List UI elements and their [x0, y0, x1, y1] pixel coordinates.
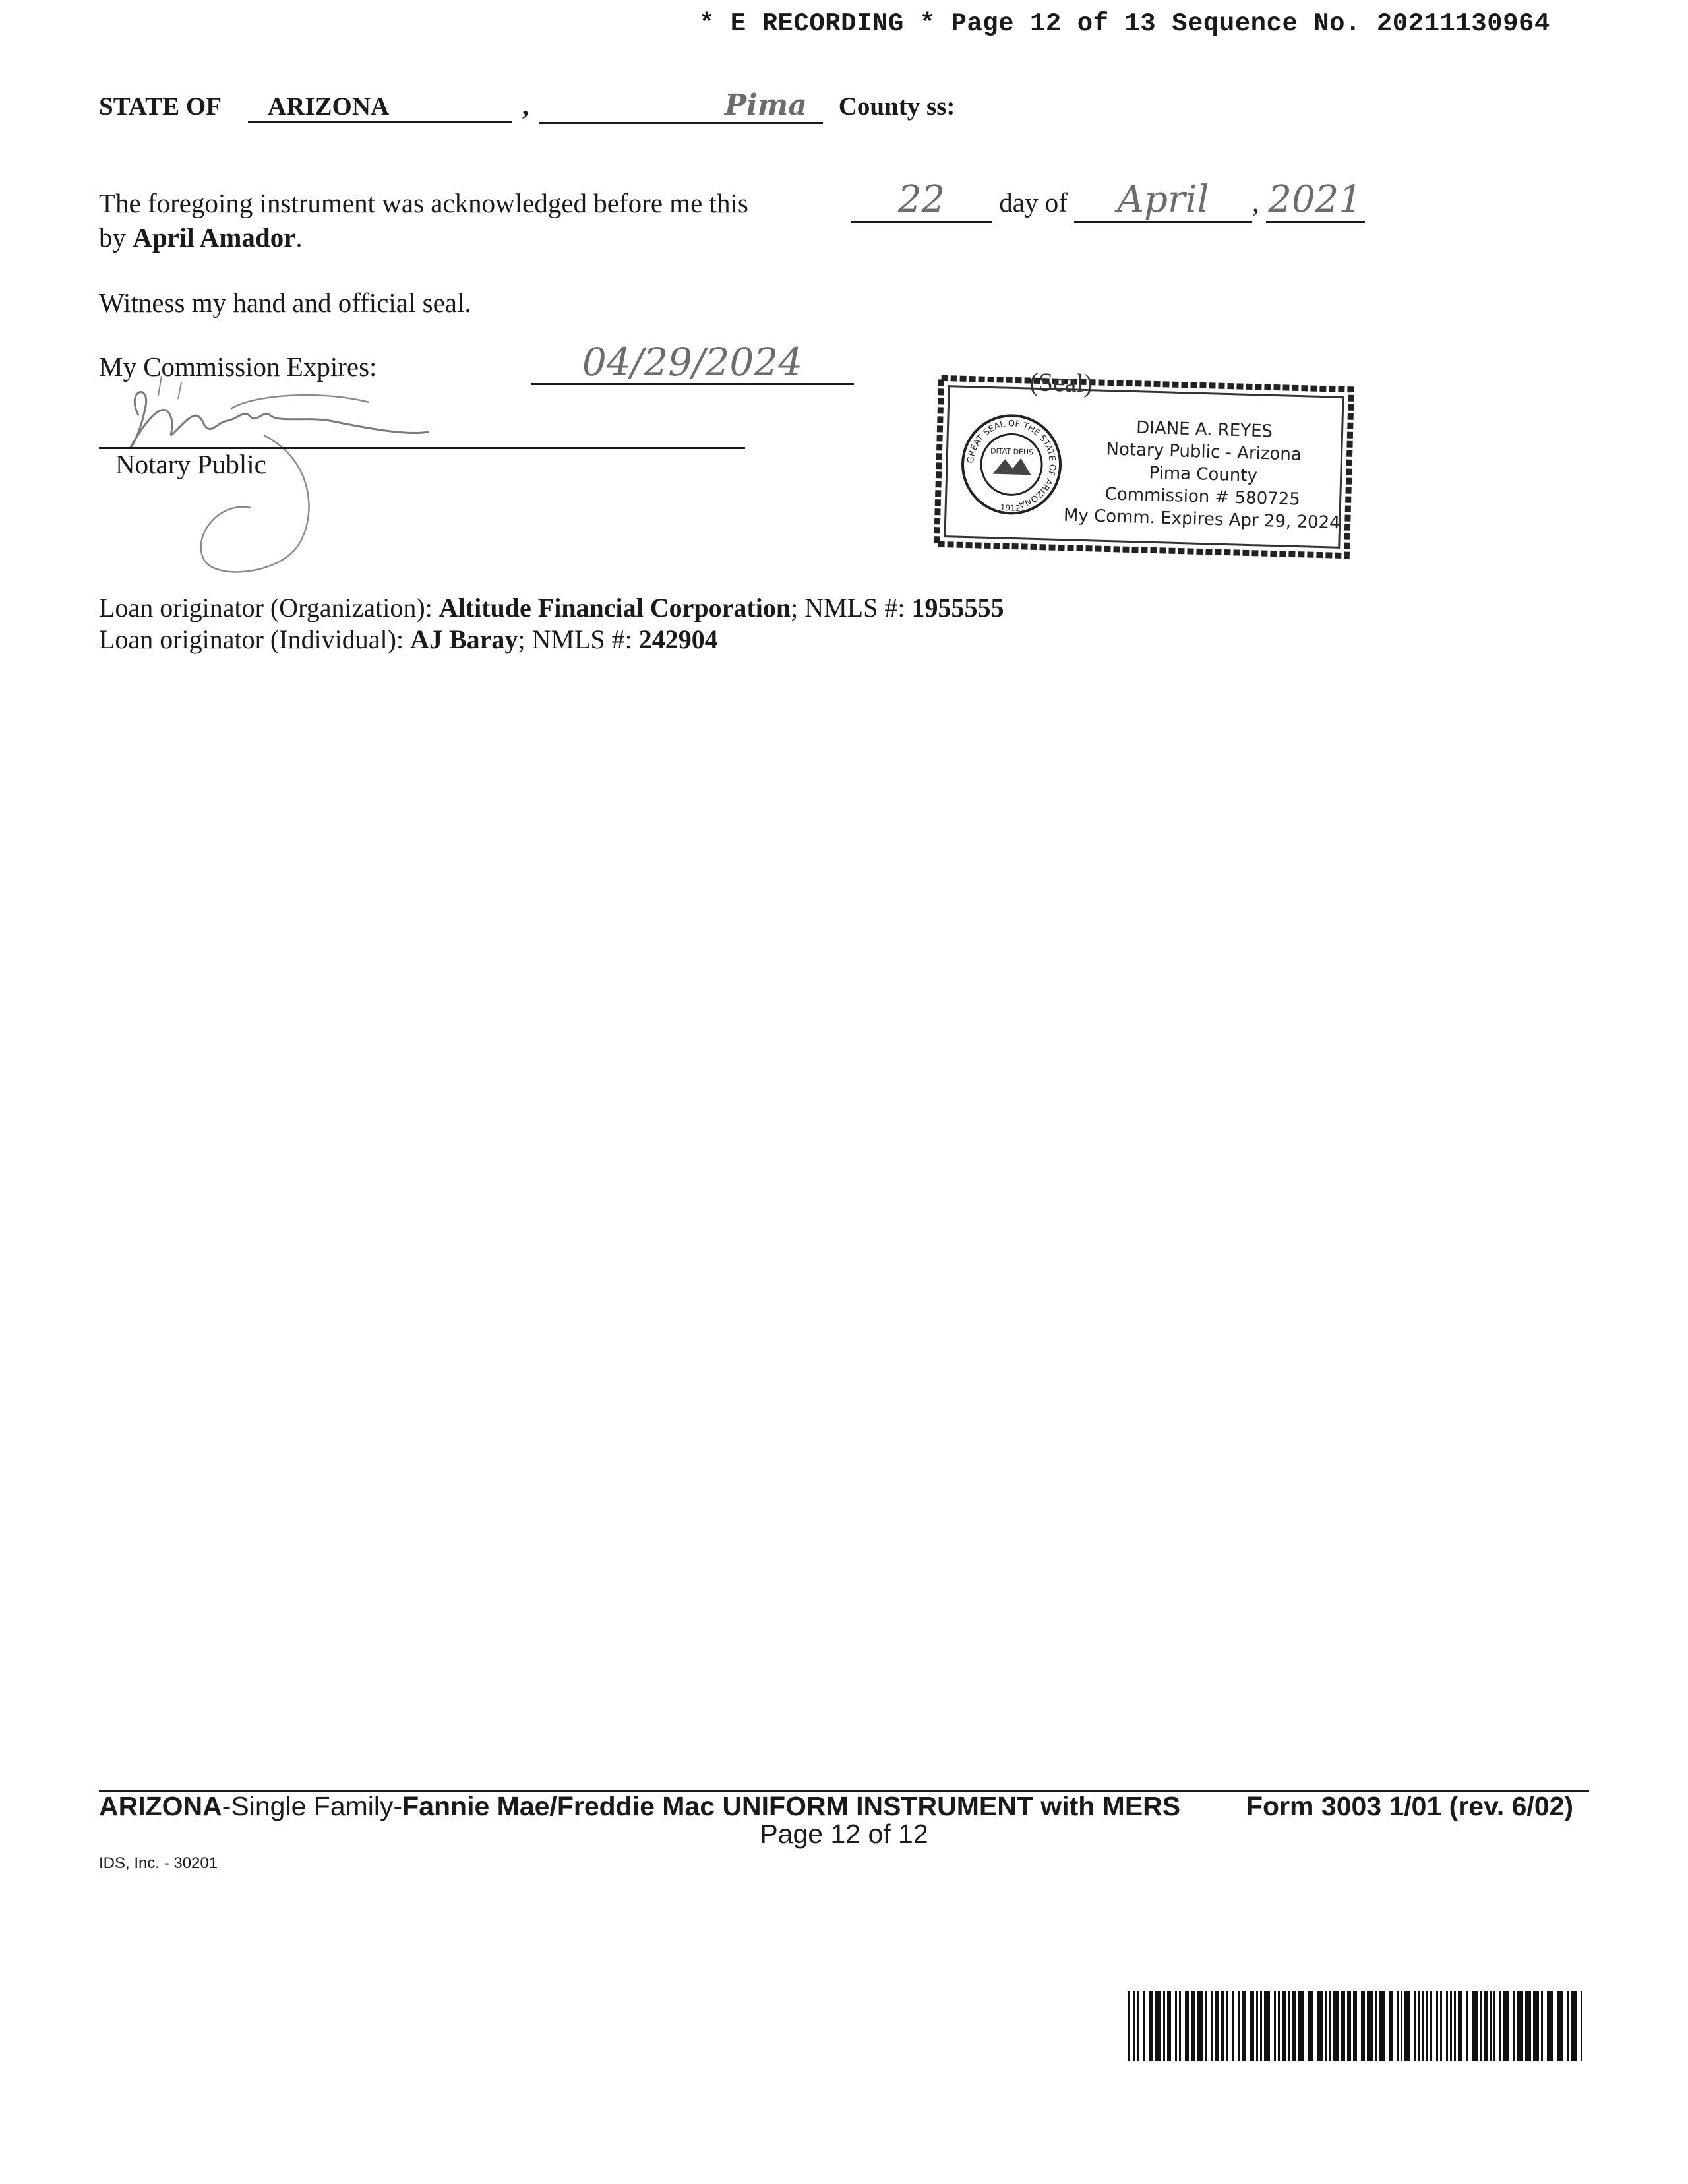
notary-stamp: [927, 369, 1361, 565]
stamp-name: DIANE A. REYES: [1135, 417, 1273, 442]
state-label: STATE OF: [99, 92, 222, 121]
state-seal-emblem-icon: [957, 410, 1066, 518]
svg-text:GREAT SEAL OF THE STATE OF ARI: [965, 417, 1058, 510]
footer-type: -Single Family-: [222, 1791, 403, 1821]
stamp-commission: Commission # 580725: [1104, 484, 1301, 510]
stamp-county: Pima County: [1149, 463, 1258, 486]
org-label: Loan originator (Organization):: [99, 593, 433, 622]
seal-label: (Seal): [1029, 367, 1093, 398]
org-nmls-label: ; NMLS #:: [791, 593, 905, 622]
commission-date-handwritten: 04/29/2024: [582, 340, 803, 384]
footer-form: Form 3003 1/01 (rev. 6/02): [1246, 1791, 1574, 1821]
ids-code: IDS, Inc. - 30201: [99, 1854, 218, 1872]
loan-originator-block: [99, 592, 1004, 655]
year-field: [1266, 178, 1365, 223]
footer-instrument: [99, 1791, 1180, 1822]
county-label: County ss:: [838, 92, 955, 121]
barcode: [1128, 1991, 1586, 2061]
ind-nmls: 242904: [638, 624, 718, 654]
period: .: [295, 222, 303, 253]
notary-public-label: Notary Public: [115, 449, 266, 479]
footer-state: ARIZONA: [99, 1791, 222, 1821]
recording-header: * E RECORDING * Page 12 of 13 Sequence No. 20211130964: [699, 9, 1550, 38]
day-field: [851, 178, 992, 223]
footer-instrument-name: Fannie Mae/Freddie Mac UNIFORM INSTRUMENT with MERS: [402, 1791, 1181, 1821]
ind-name: AJ Baray: [410, 624, 518, 654]
org-nmls: 1955555: [911, 593, 1004, 622]
day-handwritten: 22: [897, 178, 946, 221]
loan-originator-org: [99, 592, 1004, 624]
emblem-ring-text: GREAT SEAL OF THE STATE OF ARIZONA: [965, 419, 1058, 510]
stamp-title: Notary Public - Arizona: [1106, 439, 1302, 465]
acknowledgment-by-line: [99, 220, 824, 255]
emblem-year: 1912: [1000, 502, 1021, 513]
commission-date-field: [531, 340, 854, 385]
stamp-expires: My Comm. Expires Apr 29, 2024: [1063, 505, 1341, 533]
emblem-center-text: DITAT DEUS: [990, 446, 1034, 457]
ind-label: Loan originator (Individual):: [99, 624, 404, 654]
venue-row: [99, 88, 955, 124]
month-handwritten: April: [1117, 178, 1209, 221]
month-field: [1074, 178, 1252, 223]
ind-nmls-label: ; NMLS #:: [518, 624, 632, 654]
venue-comma: ,: [522, 92, 529, 121]
signer-name: April Amador: [133, 222, 296, 253]
year-comma: ,: [1252, 187, 1259, 218]
witness-text: Witness my hand and official seal.: [99, 288, 471, 318]
org-name: Altitude Financial Corporation: [438, 593, 791, 622]
acknowledgment-text: [99, 186, 824, 255]
year-handwritten: 2021: [1268, 178, 1362, 221]
notary-signature: [99, 369, 442, 593]
state-value: ARIZONA: [248, 92, 512, 123]
stamp-text: [1060, 415, 1346, 535]
commission-label: My Commission Expires:: [99, 351, 377, 382]
by-text: by: [99, 222, 126, 253]
loan-originator-individual: [99, 624, 1004, 655]
day-of-label: day of: [999, 187, 1068, 218]
county-field: [539, 88, 823, 124]
footer-page-number: Page 12 of 12: [760, 1819, 928, 1849]
acknowledgment-line: The foregoing instrument was acknowledged before me this: [99, 188, 748, 218]
county-handwritten: Pima: [724, 88, 807, 122]
date-row: [851, 178, 1365, 223]
